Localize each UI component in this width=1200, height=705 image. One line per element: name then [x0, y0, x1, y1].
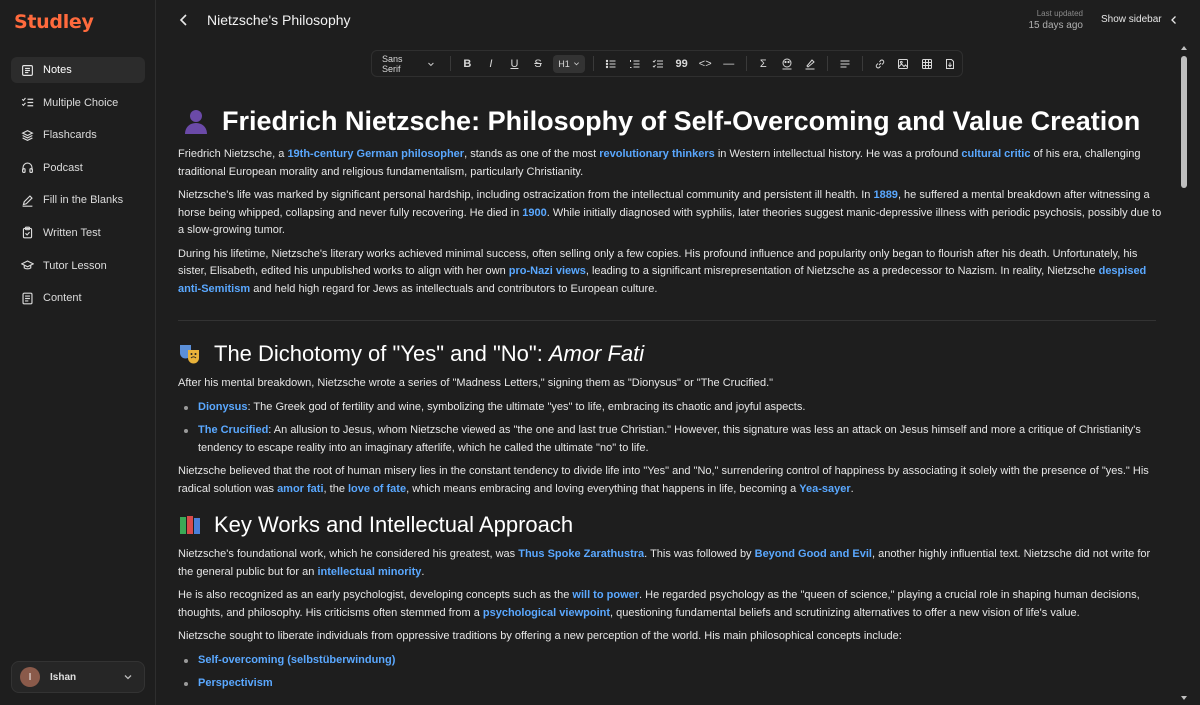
sidebar-item-label: Content [43, 292, 82, 305]
paragraph-foundational-work: Nietzsche's foundational work, which he considered his greatest, was Thus Spoke Zarathustra. This was followed by Beyond Good and Evil, another highly influential text. Nietzsche did not write for the general public but for an intellectual minority. [178, 548, 1151, 578]
sidebar [0, 0, 156, 705]
pencil-icon [20, 193, 34, 207]
toolbar-divider [746, 56, 747, 71]
link-button[interactable] [868, 54, 892, 74]
books-icon [178, 514, 202, 536]
list-item: Perspectivism [178, 675, 1163, 693]
section-heading-text: The Dichotomy of "Yes" and "No": [214, 341, 543, 366]
image-icon [897, 58, 909, 70]
image-button[interactable] [891, 54, 915, 74]
document-content[interactable] [178, 96, 1163, 699]
clipboard-icon [20, 226, 34, 240]
headphones-icon [20, 161, 34, 175]
chevron-down-icon [573, 60, 580, 67]
sidebar-item-multiple-choice[interactable] [11, 90, 145, 116]
highlighter-icon [804, 58, 816, 70]
strikethrough-button[interactable] [526, 54, 550, 74]
font-family-select[interactable] [382, 54, 435, 74]
document-icon [20, 291, 34, 305]
sigma-icon: Σ [759, 57, 767, 70]
toolbar-divider [862, 56, 863, 71]
align-button[interactable] [833, 54, 857, 74]
scrollbar-thumb[interactable] [1181, 56, 1187, 188]
studley-logo[interactable]: Studley [14, 11, 94, 33]
last-updated-label: Last updated [1036, 9, 1083, 18]
code-button[interactable] [693, 54, 717, 74]
sidebar-item-label: Notes [43, 64, 72, 76]
sidebar-item-podcast[interactable] [11, 155, 145, 181]
sidebar-item-tutor-lesson[interactable] [11, 253, 145, 279]
table-button[interactable] [915, 54, 939, 74]
toolbar-divider [827, 56, 828, 71]
bullet-list-button[interactable] [599, 54, 623, 74]
highlight-button[interactable] [799, 54, 823, 74]
paragraph-life: Nietzsche's life was marked by significant personal hardship, including ostracization from the intellectual community and persistent ill health. In 1889, he suffered a mental breakdown after witnessing a horse being whipped, collapsing and never fully recovering. He died in 1900. While initially diagnosed with syphilis, later theories suggest manic-depressive illness with periodic psychosis, possibly due to a slow-growing tumor. [178, 189, 1162, 236]
section-heading-key-works [178, 504, 1163, 546]
person-silhouette-icon [184, 108, 208, 134]
editor-toolbar [371, 50, 963, 77]
theater-masks-icon [178, 343, 202, 365]
page-title: Nietzsche's Philosophy [207, 12, 351, 28]
scroll-down-arrow-icon[interactable] [1180, 694, 1188, 702]
toolbar-divider [593, 56, 594, 71]
show-sidebar-label: Show sidebar [1101, 14, 1162, 25]
sidebar-item-written-test[interactable] [11, 220, 145, 246]
avatar: I [20, 667, 40, 687]
user-name: Ishan [50, 671, 77, 683]
numbered-list-button[interactable] [623, 54, 647, 74]
formula-button[interactable] [752, 54, 776, 74]
section-heading-dichotomy [178, 333, 1163, 375]
underline-icon: U [510, 57, 519, 70]
sidebar-item-notes[interactable] [11, 57, 145, 83]
sidebar-nav [11, 57, 145, 318]
sidebar-item-label: Podcast [43, 161, 83, 174]
sidebar-item-label: Flashcards [43, 129, 97, 142]
paragraph-legacy: During his lifetime, Nietzsche's literary works achieved minimal success, often selling only a few copies. His profound influence and popularity only began to flourish after his death. Unfortunately, his sister, Elisabeth, edited his unpublished works to align with her own pro-Nazi views, leading to a significant misrepresentation of Nietzsche as a predecessor to Nazism. In reality, Nietzsche despised anti-Semitism and held high regard for Jews as intellectuals and contributors to European culture. [178, 247, 1147, 295]
sidebar-item-label: Tutor Lesson [43, 259, 107, 272]
list-item: The Crucified: An allusion to Jesus, whom Nietzsche viewed as "the one and last true Christian." However, this signature was less an attack on Jesus himself and more a critique of Christianity's tendency to escape reality into an imaginary afterlife, which he called the ultimate "no" to life. [178, 422, 1163, 457]
layers-icon [20, 128, 34, 142]
notes-icon [20, 63, 34, 77]
horizontal-rule-icon: — [723, 57, 735, 70]
document-heading [178, 96, 1163, 146]
underline-button[interactable] [503, 54, 527, 74]
file-export-icon [944, 58, 956, 70]
paragraph-amor-fati: Nietzsche believed that the root of human misery lies in the constant tendency to divide life into "Yes" and "No," surrendering control of happiness by associating it solely with the presence of "yes." His radical solution was amor fati, the love of fate, which means embracing and loving everything that happens in life, becoming a Yea-sayer. [178, 465, 1149, 495]
sidebar-item-flashcards[interactable] [11, 122, 145, 148]
sidebar-item-label: Multiple Choice [43, 96, 119, 109]
list-item: Dionysus: The Greek god of fertility and wine, symbolizing the ultimate "yes" to life, embracing its chaotic and joyful aspects. [178, 399, 1163, 417]
italic-button[interactable] [479, 54, 503, 74]
list-item: Self-overcoming (selbstüberwindung) [178, 652, 1163, 670]
graduation-cap-icon [20, 259, 34, 273]
align-left-icon [839, 58, 851, 70]
sidebar-item-fill-in-the-blanks[interactable] [11, 187, 145, 213]
chevron-down-icon [427, 60, 435, 68]
italic-icon: I [489, 57, 493, 70]
chevron-down-icon [122, 671, 134, 683]
export-button[interactable] [938, 54, 962, 74]
section-divider [178, 320, 1156, 321]
document-heading-text: Friedrich Nietzsche: Philosophy of Self-Overcoming and Value Creation [222, 105, 1141, 136]
sidebar-item-label: Written Test [43, 226, 101, 239]
checklist-button[interactable] [646, 54, 670, 74]
list-check-icon [20, 96, 34, 110]
link-icon [874, 58, 886, 70]
paragraph-concepts-intro: Nietzsche sought to liberate individuals from oppressive traditions by offering a new perception of the world. His main philosophical concepts include: [178, 630, 902, 642]
toolbar-divider [450, 56, 451, 71]
section-heading-text: Key Works and Intellectual Approach [214, 512, 574, 537]
numbered-list-icon [629, 58, 641, 70]
bold-button[interactable] [456, 54, 480, 74]
quote-button[interactable] [670, 54, 694, 74]
table-icon [921, 58, 933, 70]
chevron-left-icon [1169, 15, 1179, 25]
bold-icon: B [463, 57, 472, 70]
checklist-icon [652, 58, 664, 70]
scroll-up-arrow-icon[interactable] [1180, 44, 1188, 52]
code-icon: <> [698, 57, 712, 70]
text-color-button[interactable] [775, 54, 799, 74]
bullet-list [178, 399, 1163, 458]
sidebar-item-content[interactable] [11, 285, 145, 311]
paragraph-psychologist: He is also recognized as an early psychologist, developing concepts such as the will to power. He regarded psychology as the "queen of science," playing a crucial role in shaping human decisions, thoughts, and philosophy. His criticisms often stemmed from a psychological viewpoint, questioning fundamental beliefs and scrutinizing alternatives to offer a new vision of life's value. [178, 589, 1140, 619]
strikethrough-icon: S [534, 57, 542, 70]
show-sidebar-button[interactable] [1101, 14, 1179, 25]
section-heading-emphasis: Amor Fati [548, 341, 645, 366]
last-updated [1029, 9, 1084, 31]
sidebar-item-label: Fill in the Blanks [43, 194, 124, 207]
palette-icon [781, 58, 793, 70]
font-family-value: Sans Serif [382, 53, 403, 74]
bullet-list-icon [605, 58, 617, 70]
paragraph-madness-letters: After his mental breakdown, Nietzsche wrote a series of "Madness Letters," signing them as "Dionysus" or "The Crucified." [178, 377, 774, 389]
quote-icon: 99 [675, 57, 688, 70]
last-updated-value: 15 days ago [1028, 20, 1083, 31]
user-menu[interactable] [11, 661, 145, 693]
bullet-list [178, 652, 1163, 693]
paragraph-intro: Friedrich Nietzsche, a 19th-century German philosopher, stands as one of the most revolutionary thinkers in Western intellectual history. He was a profound cultural critic of his era, challenging traditional European morality and religious fundamentalism, particularly Christianity. [178, 148, 1141, 178]
heading-select[interactable] [553, 55, 585, 73]
back-chevron-icon[interactable] [176, 12, 192, 28]
heading-value: H1 [558, 58, 570, 69]
horizontal-rule-button[interactable] [717, 54, 741, 74]
